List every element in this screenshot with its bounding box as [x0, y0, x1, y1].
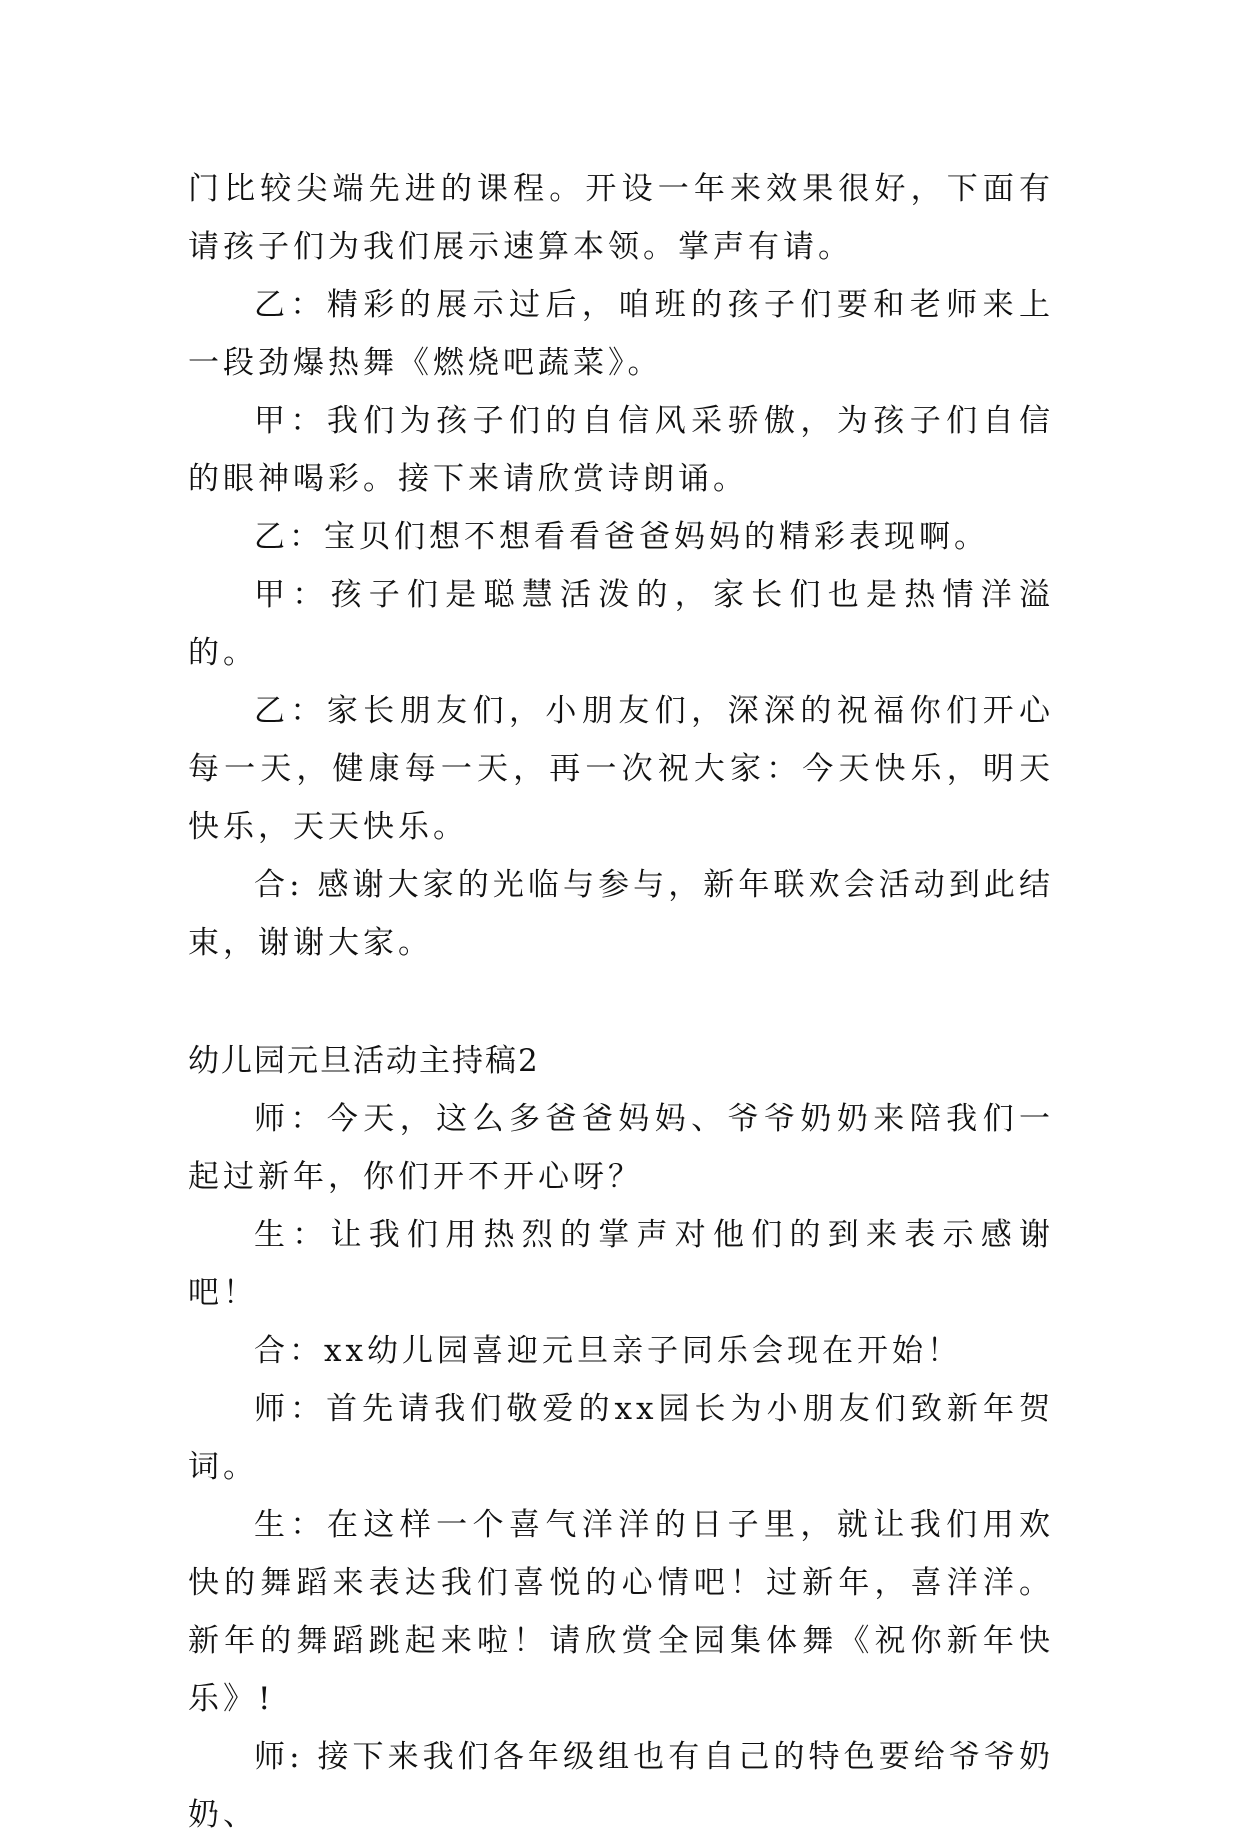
- paragraph: 甲：孩子们是聪慧活泼的，家长们也是热情洋溢的。: [188, 577, 1054, 671]
- paragraph: 生：在这样一个喜气洋洋的日子里，就让我们用欢快的舞蹈来表达我们喜悦的心情吧！过新年，喜洋洋。新年的舞蹈跳起来啦！请欣赏全园集体舞《祝你新年快乐》!: [188, 1507, 1054, 1717]
- paragraph: 生：让我们用热烈的掌声对他们的到来表示感谢吧！: [188, 1217, 1054, 1311]
- paragraph: 乙：宝贝们想不想看看爸爸妈妈的精彩表现啊。: [254, 519, 989, 555]
- section-title: 幼儿园元旦活动主持稿2: [188, 1043, 540, 1079]
- paragraph: 甲：我们为孩子们的自信风采骄傲，为孩子们自信的眼神喝彩。接下来请欣赏诗朗诵。: [188, 403, 1054, 497]
- paragraph: 门比较尖端先进的课程。开设一年来效果很好，下面有请孩子们为我们展示速算本领。掌声有请。: [188, 171, 1054, 265]
- paragraph: 师：首先请我们敬爱的xx园长为小朋友们致新年贺词。: [188, 1391, 1054, 1485]
- paragraph: 合：xx幼儿园喜迎元旦亲子同乐会现在开始！: [254, 1333, 962, 1369]
- document-body: [188, 160, 1054, 1844]
- paragraph: 师: 接下来我们各年级组也有自己的特色要给爷爷奶奶、: [188, 1739, 1054, 1833]
- paragraph: 合: 感谢大家的光临与参与，新年联欢会活动到此结束，谢谢大家。: [188, 867, 1054, 961]
- paragraph: 师：今天，这么多爸爸妈妈、爷爷奶奶来陪我们一起过新年，你们开不开心呀？: [188, 1101, 1054, 1195]
- paragraph: 乙：精彩的展示过后，咱班的孩子们要和老师来上一段劲爆热舞《燃烧吧蔬菜》。: [188, 287, 1054, 381]
- paragraph: 乙：家长朋友们，小朋友们，深深的祝福你们开心每一天，健康每一天，再一次祝大家：今天快乐，明天快乐，天天快乐。: [188, 693, 1054, 845]
